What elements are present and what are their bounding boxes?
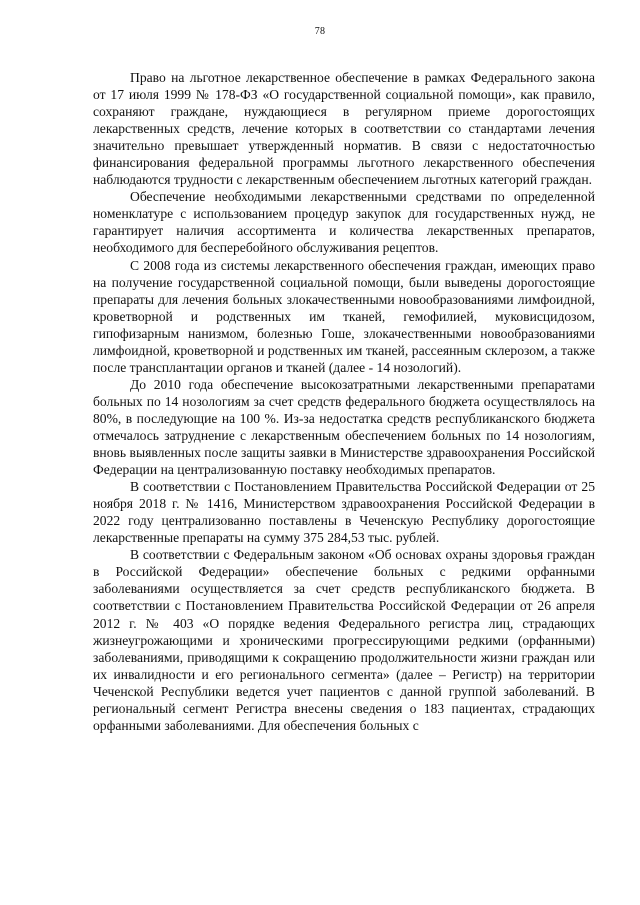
document-body xyxy=(93,69,595,734)
paragraph-3: С 2008 года из системы лекарственного обеспечения граждан, имеющих право на получение государственной социальной помощи, были выведены дорогостоящие препараты для лечения больных злокачественными новообразованиями лимфоидной, кроветворной и родственных им тканей, гемофилией, муковисцидозом, гипофизарным нанизмом, болезнью Гоше, злокачественными новообразованиями лимфоидной, кроветворной и родственных им тканей, рассеянным склерозом, а также после трансплантации органов и тканей (далее - 14 нозологий). xyxy=(93,257,595,375)
paragraph-2: Обеспечение необходимыми лекарственными средствами по определенной номенклатуре с использованием процедур закупок для государственных нужд, не гарантирует наличия ассортимента и количества лекарственных препаратов, необходимого для бесперебойного обслуживания рецептов. xyxy=(93,189,595,256)
paragraph-5: В соответствии с Постановлением Правительства Российской Федерации от 25 ноября 2018 г. № 1416, Министерством здравоохранения Российской Федерации в 2022 году централизованно поставлены в Чеченскую Республику дорогостоящие лекарственные препараты на сумму 375 284,53 тыс. рублей. xyxy=(93,479,595,546)
paragraph-6: В соответствии с Федеральным законом «Об основах охраны здоровья граждан в Российской Федерации» обеспечение больных с редкими орфанными заболеваниями осуществляется за счет средств республиканского бюджета. В соответствии с Постановлением Правительства Российской Федерации от 26 апреля 2012 г. № 403 «О порядке ведения Федерального регистра лиц, страдающих жизнеугрожающими и хроническими прогрессирующими редкими (орфанными) заболеваниями, приводящими к сокращению продолжительности жизни граждан или их инвалидности и его регионального сегмента» (далее – Регистр) на территории Чеченской Республики ведется учет пациентов с данной группой заболеваний. В региональный сегмент Регистра внесены сведения о 183 пациентах, страдающих орфанными заболеваниями. Для обеспечения больных с xyxy=(93,547,595,733)
paragraph-1: Право на льготное лекарственное обеспечение в рамках Федерального закона от 17 июля 1999 № 178-ФЗ «О государственной социальной помощи», как правило, сохраняют граждане, нуждающиеся в регулярном приеме дорогостоящих лекарственных средств, лечение которых в соответствии со стандартами лечения значительно превышает утвержденный норматив. В связи с недостаточностью финансирования федеральной программы льготного лекарственного обеспечения наблюдаются трудности с лекарственным обеспечением льготных категорий граждан. xyxy=(93,70,595,188)
paragraph-4: До 2010 года обеспечение высокозатратными лекарственными препаратами больных по 14 нозологиям за счет средств федерального бюджета осуществлялось на 80%, в последующие на 100 %. Из-за недостатка средств республиканского бюджета отмечалось затруднение с лекарственным обеспечением больных по 14 нозологиям, вновь выявленных после защиты заявки в Министерстве здравоохранения Российской Федерации на централизованную поставку необходимых препаратов. xyxy=(93,376,595,478)
page-number: 78 xyxy=(314,26,326,37)
